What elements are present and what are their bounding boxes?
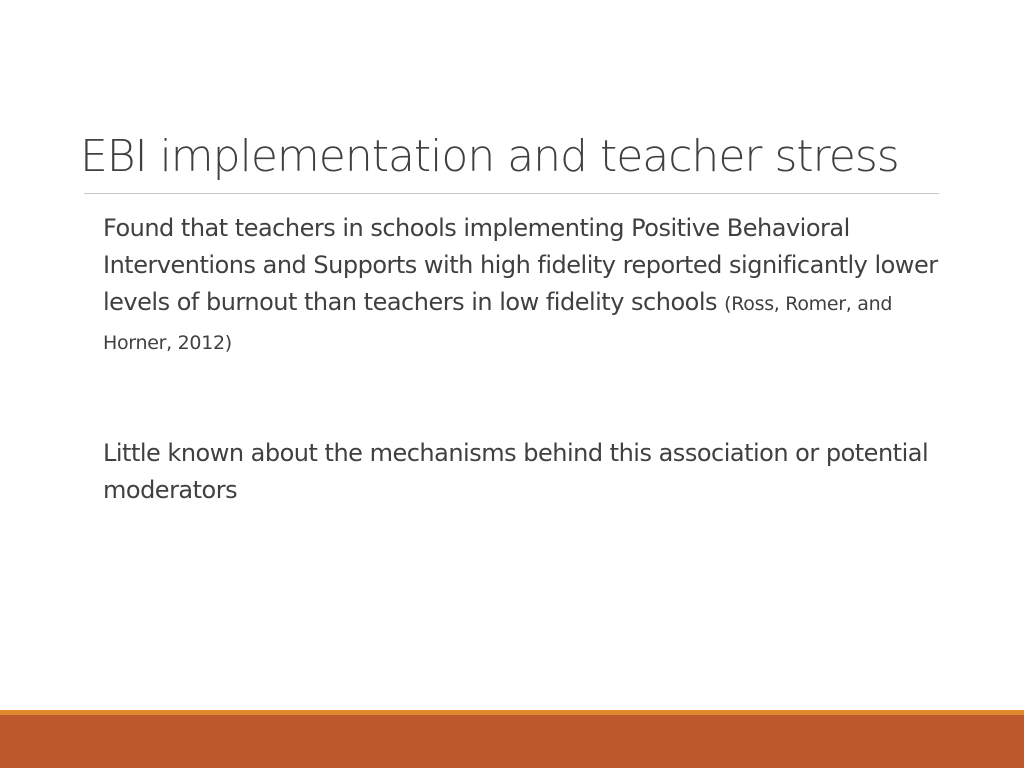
title-divider xyxy=(84,193,939,194)
bullet-paragraph-2 xyxy=(103,435,939,509)
bullet-2-text: Little known about the mechanisms behind this association or potential moderators xyxy=(103,439,929,504)
bullet-1-citation: (Ross, Romer, and Horner, 2012) xyxy=(103,293,893,354)
bullet-paragraph-1 xyxy=(103,210,939,362)
bullet-1-text: Found that teachers in schools implementing Positive Behavioral Interventions and Supports with high fidelity reported significantly lower levels of burnout than teachers in low fidelity schools xyxy=(103,214,938,316)
slide-title: EBI implementation and teacher stress xyxy=(80,131,899,182)
footer-band xyxy=(0,715,1024,768)
